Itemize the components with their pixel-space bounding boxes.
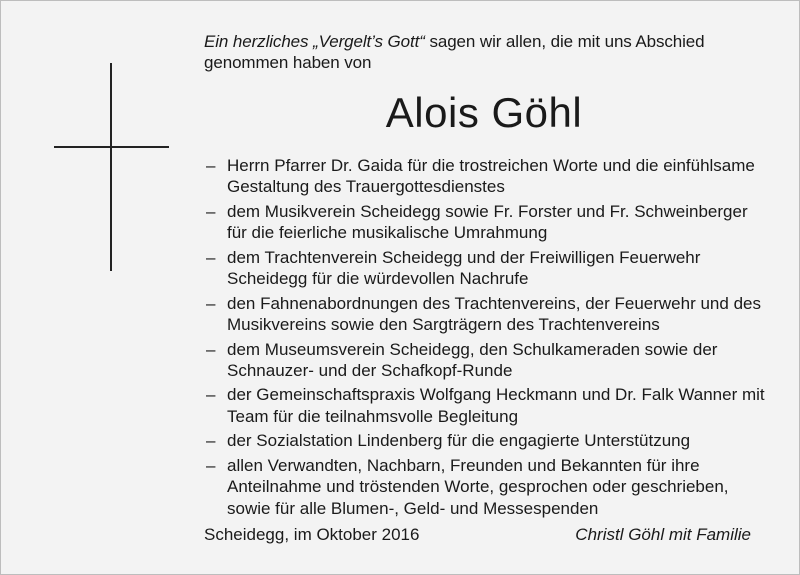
- thanks-item: – den Fahnenabordnungen des Trachtenvereins, der Feuerwehr und des Musikvereins sowie den Sargträgern des Trachtenvereins: [206, 293, 766, 336]
- intro-rest: sagen wir allen, die mit uns Abschied genommen haben von: [204, 32, 705, 72]
- intro-lead: Ein herzliches „Vergelt’s Gott“: [204, 32, 425, 51]
- intro-text: [204, 31, 764, 73]
- thanks-item: – allen Verwandten, Nachbarn, Freunden und Bekannten für ihre Anteilnahme und tröstenden Worte, gesprochen oder geschrieben, sowie für alle Blumen-, Geld- und Messespenden: [206, 455, 766, 519]
- thanks-item: – Herrn Pfarrer Dr. Gaida für die trostreichen Worte und die einfühlsame Gestaltung des Trauergottesdienstes: [206, 155, 766, 198]
- deceased-name: Alois Göhl: [385, 89, 583, 136]
- thanks-list: [206, 155, 766, 522]
- thanks-item: – der Sozialstation Lindenberg für die engagierte Unterstützung: [206, 430, 766, 451]
- thanks-item: – dem Museumsverein Scheidegg, den Schulkameraden sowie der Schnauzer- und der Schafkopf-Runde: [206, 339, 766, 382]
- thanks-item: – dem Trachtenverein Scheidegg und der Freiwilligen Feuerwehr Scheidegg für die würdevollen Nachrufe: [206, 247, 766, 290]
- family-signature: Christl Göhl mit Familie: [575, 525, 751, 544]
- thanks-item: – dem Musikverein Scheidegg sowie Fr. Forster und Fr. Schweinberger für die feierliche musikalische Umrahmung: [206, 201, 766, 244]
- place-date: Scheidegg, im Oktober 2016: [204, 525, 420, 544]
- thanks-item: – der Gemeinschaftspraxis Wolfgang Heckmann und Dr. Falk Wanner mit Team für die teilnahmsvolle Begleitung: [206, 384, 766, 427]
- cross-icon-horizontal: [54, 146, 169, 148]
- cross-icon-vertical: [110, 63, 112, 271]
